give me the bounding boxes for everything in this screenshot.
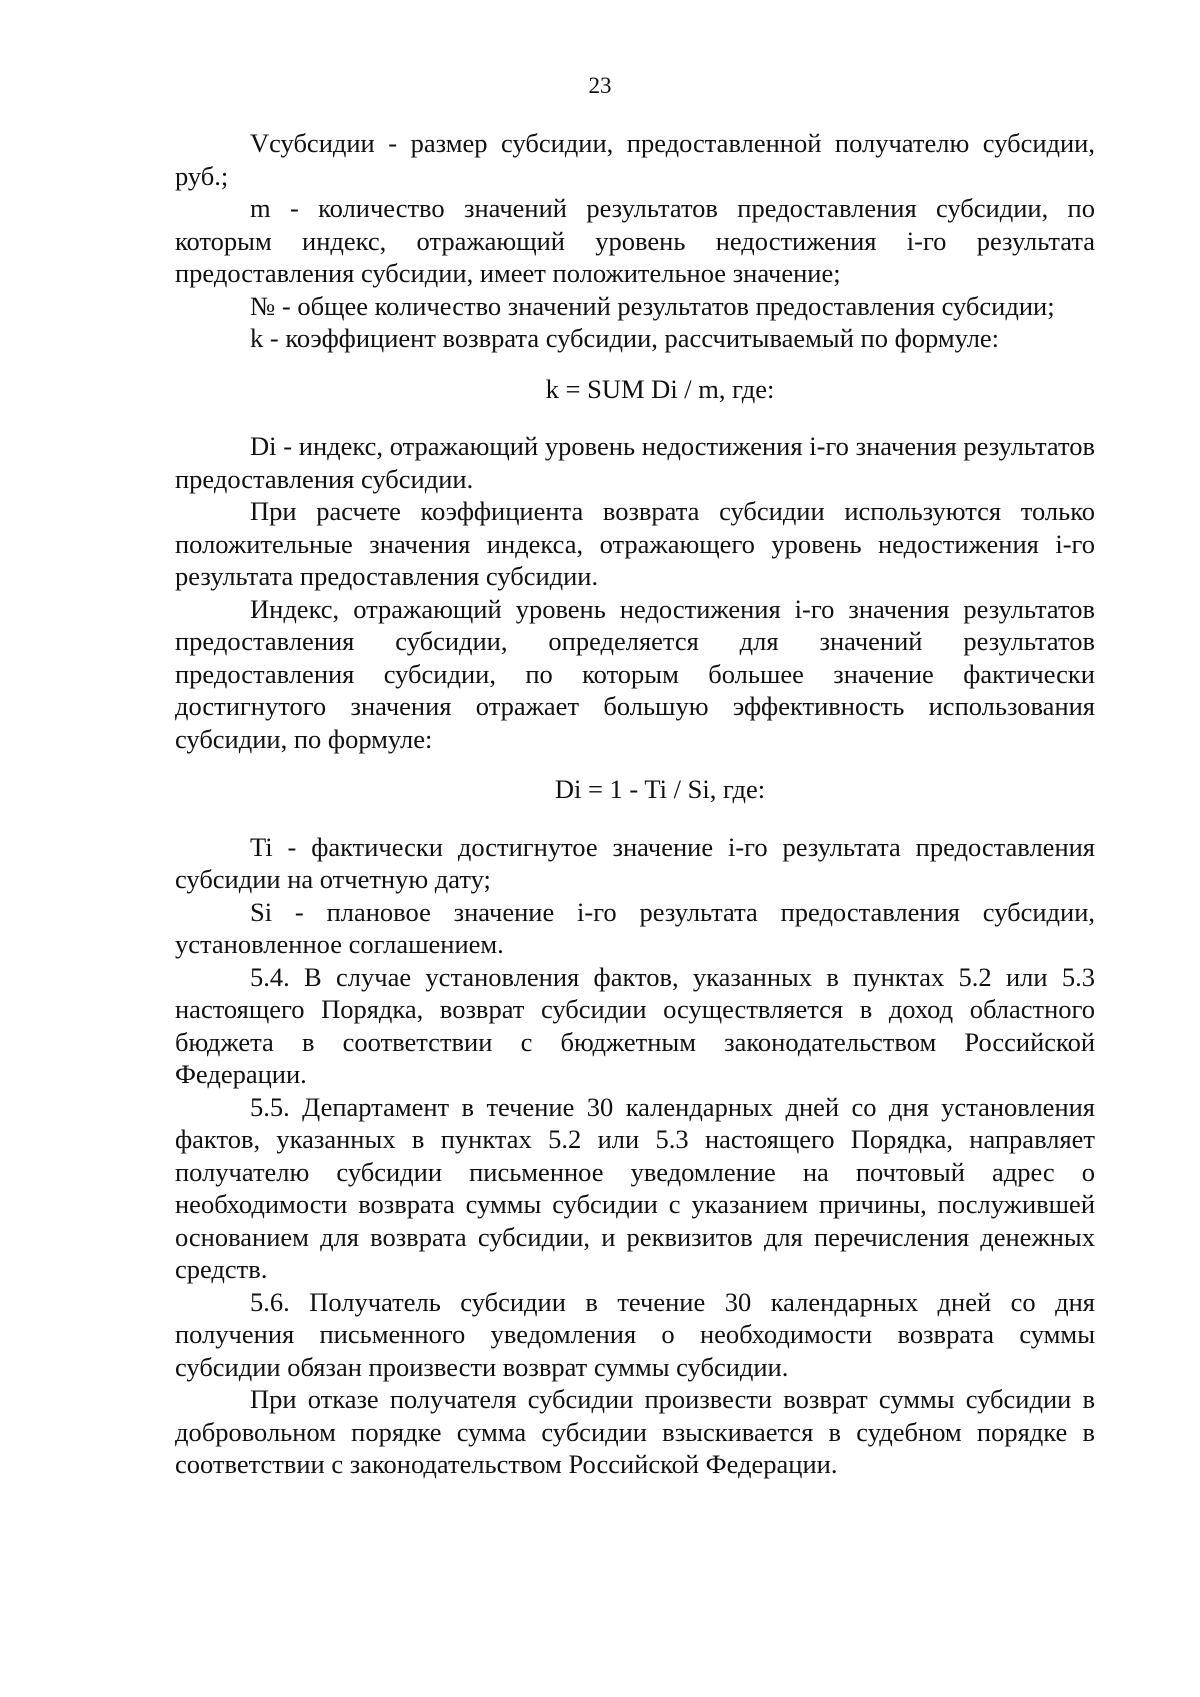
definition-m: m - количество значений результатов предоставления субсидии, по которым индекс, отражающий уровень недостижения i-го результата предоставления субсидии, имеет положительное значение; <box>175 193 1095 288</box>
definition-di: Di - индекс, отражающий уровень недостижения i-го значения результатов предоставления субсидии. <box>175 431 1095 494</box>
document-body <box>175 127 1095 1481</box>
definition-n: № - общее количество значений результатов предоставления субсидии; <box>250 290 1055 321</box>
paragraph-index-formula-intro: Индекс, отражающий уровень недостижения i-го значения результатов предоставления субсидии, определяется для значений результатов предоставления субсидии, по которым большее значение фактически достигнутого значения отражает большую эффективность использования субсидии, по формуле: <box>175 593 1095 754</box>
definition-k: k - коэффициент возврата субсидии, рассчитываемый по формуле: <box>250 323 1000 353</box>
definition-v-subsidy: Vсубсидии - размер субсидии, предоставленной получателю субсидии, руб.; <box>175 128 1095 191</box>
paragraph-refusal: При отказе получателя субсидии произвести возврат суммы субсидии в добровольном порядке сумма субсидии взыскивается в судебном порядке в соответствии с законодательством Российской Федерации. <box>175 1384 1095 1479</box>
definition-ti: Ti - фактически достигнутое значение i-го результата предоставления субсидии на отчетную дату; <box>175 831 1095 894</box>
page-number: 23 <box>588 73 612 98</box>
paragraph-positive-values: При расчете коэффициента возврата субсидии используются только положительные значения индекса, отражающего уровень недостижения i-го результата предоставления субсидии. <box>175 496 1095 591</box>
formula-k: k = SUM Di / m, где: <box>545 373 775 404</box>
clause-5-6: 5.6. Получатель субсидии в течение 30 календарных дней со дня получения письменного уведомления о необходимости возврата суммы субсидии обязан произвести возврат суммы субсидии. <box>175 1286 1095 1382</box>
definition-si: Si - плановое значение i-го результата предоставления субсидии, установленное соглашением. <box>175 896 1095 959</box>
clause-5-5: 5.5. Департамент в течение 30 календарных дней со дня установления фактов, указанных в пунктах 5.2 или 5.3 настоящего Порядка, направляет получателю субсидии письменное уведомление на почтовый адрес о необходимости возврата суммы субсидии с указанием причины, послужившей основанием для возврата субсидии, и реквизитов для перечисления денежных средств. <box>175 1091 1095 1284</box>
formula-di: Di = 1 - Ti / Si, где: <box>554 774 766 804</box>
clause-5-4: 5.4. В случае установления фактов, указанных в пунктах 5.2 или 5.3 настоящего Порядка, возврат субсидии осуществляется в доход областного бюджета в соответствии с бюджетным законодательством Российской Федерации. <box>175 961 1095 1089</box>
